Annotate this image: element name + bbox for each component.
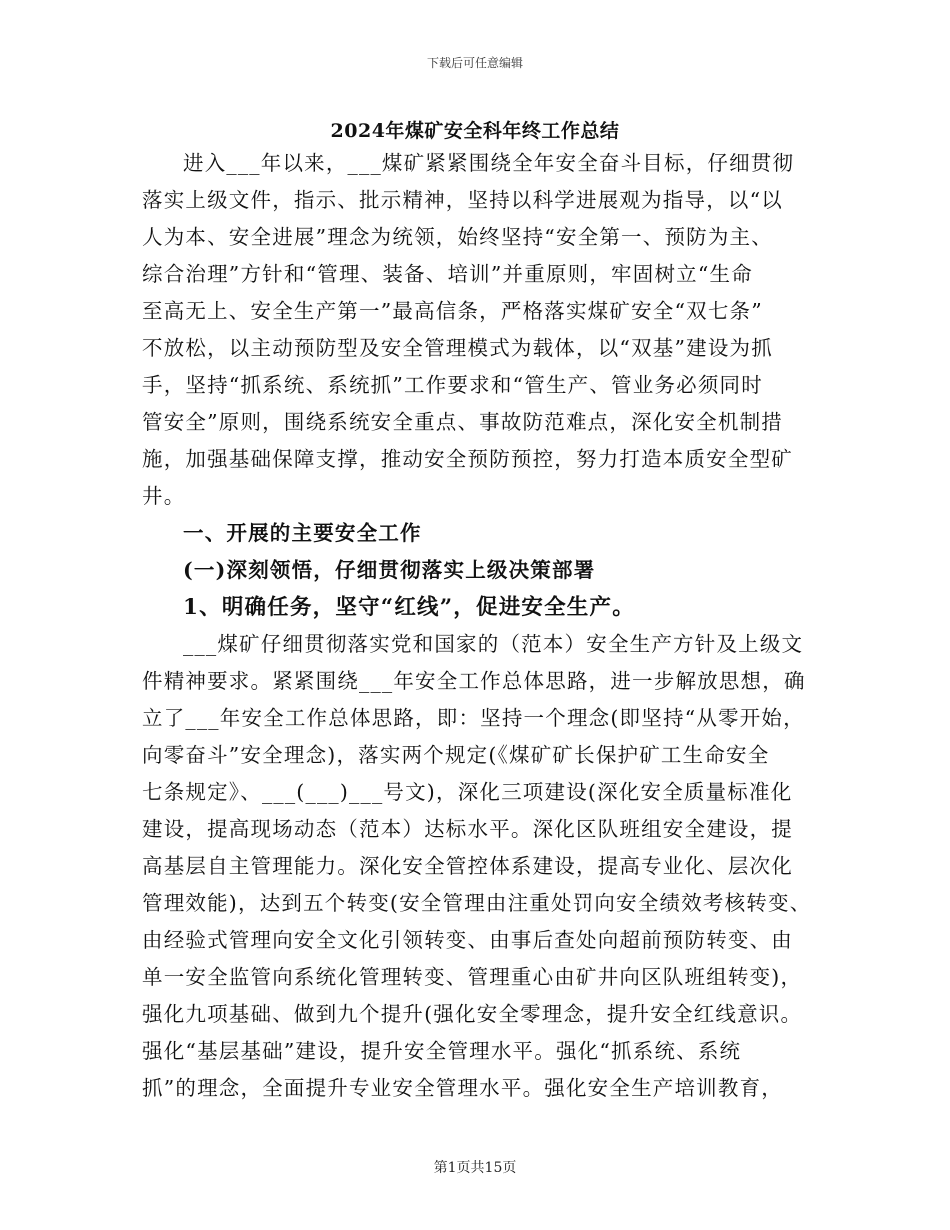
paragraph-line: 不放松，以主动预防型及安全管理模式为载体，以“双基”建设为抓	[142, 336, 773, 360]
page-number: 第1页共15页	[433, 1160, 517, 1176]
document-title: 2024年煤矿安全科年终工作总结	[330, 120, 620, 142]
paragraph-line: 强化九项基础、做到九个提升(强化安全零理念，提升安全红线意识。	[142, 1002, 803, 1026]
paragraph-line: 由经验式管理向安全文化引领转变、由事后查处向超前预防转变、由	[142, 928, 793, 952]
paragraph-line: 件精神要求。紧紧围绕___年安全工作总体思路，进一步解放思想，确	[142, 669, 806, 693]
paragraph-line: 综合治理”方针和“管理、装备、培训”并重原则，牢固树立“生命	[142, 262, 753, 286]
sub-subsection-heading: 1、明确任务，坚守“红线”，促进安全生产。	[183, 595, 635, 620]
subsection-heading: (一)深刻领悟，仔细贯彻落实上级决策部署	[183, 558, 596, 582]
paragraph-line: 人为本、安全进展”理念为统领，始终坚持“安全第一、预防为主、	[142, 225, 773, 249]
paragraph-line: 高基层自主管理能力。深化安全管控体系建设，提高专业化、层次化	[142, 854, 793, 878]
paragraph-line: 抓”的理念，全面提升专业安全管理水平。强化安全生产培训教育，	[142, 1076, 783, 1100]
paragraph-line: ___煤矿仔细贯彻落实党和国家的（范本）安全生产方针及上级文	[183, 632, 804, 656]
section-heading: 一、开展的主要安全工作	[183, 521, 422, 545]
paragraph-line: 向零奋斗”安全理念)，落实两个规定(《煤矿矿长保护矿工生命安全	[142, 743, 770, 767]
paragraph-line: 管理效能)，达到五个转变(安全管理由注重处罚向安全绩效考核转变、	[142, 891, 812, 915]
header-note: 下载后可任意编辑	[426, 56, 523, 70]
paragraph-line: 管安全”原则，围绕系统安全重点、事故防范难点，深化安全机制措	[142, 410, 783, 434]
paragraph-line: 施，加强基础保障支撑，推动安全预防预控，努力打造本质安全型矿	[142, 447, 793, 471]
paragraph-line: 落实上级文件，指示、批示精神，坚持以科学进展观为指导，以“以	[142, 188, 783, 212]
paragraph-line: 进入___年以来，___煤矿紧紧围绕全年安全奋斗目标，仔细贯彻	[183, 151, 795, 175]
document-body	[142, 145, 812, 1107]
paragraph-line: 七条规定》、___(___)___号文)，深化三项建设(深化安全质量标准化	[142, 780, 793, 804]
paragraph-line: 单一安全监管向系统化管理转变、管理重心由矿井向区队班组转变)，	[142, 965, 803, 989]
paragraph-line: 建设，提高现场动态（范本）达标水平。深化区队班组安全建设，提	[142, 817, 793, 841]
paragraph-line: 立了___年安全工作总体思路，即：坚持一个理念(即坚持“从零开始，	[142, 706, 805, 730]
paragraph-line: 至高无上、安全生产第一”最高信条，严格落实煤矿安全“双七条”	[142, 299, 763, 323]
paragraph-line: 井。	[142, 484, 186, 508]
paragraph-line: 强化“基层基础”建设，提升安全管理水平。强化“抓系统、系统	[142, 1039, 742, 1063]
paragraph-line: 手，坚持“抓系统、系统抓”工作要求和“管生产、管业务必须同时	[142, 373, 763, 397]
